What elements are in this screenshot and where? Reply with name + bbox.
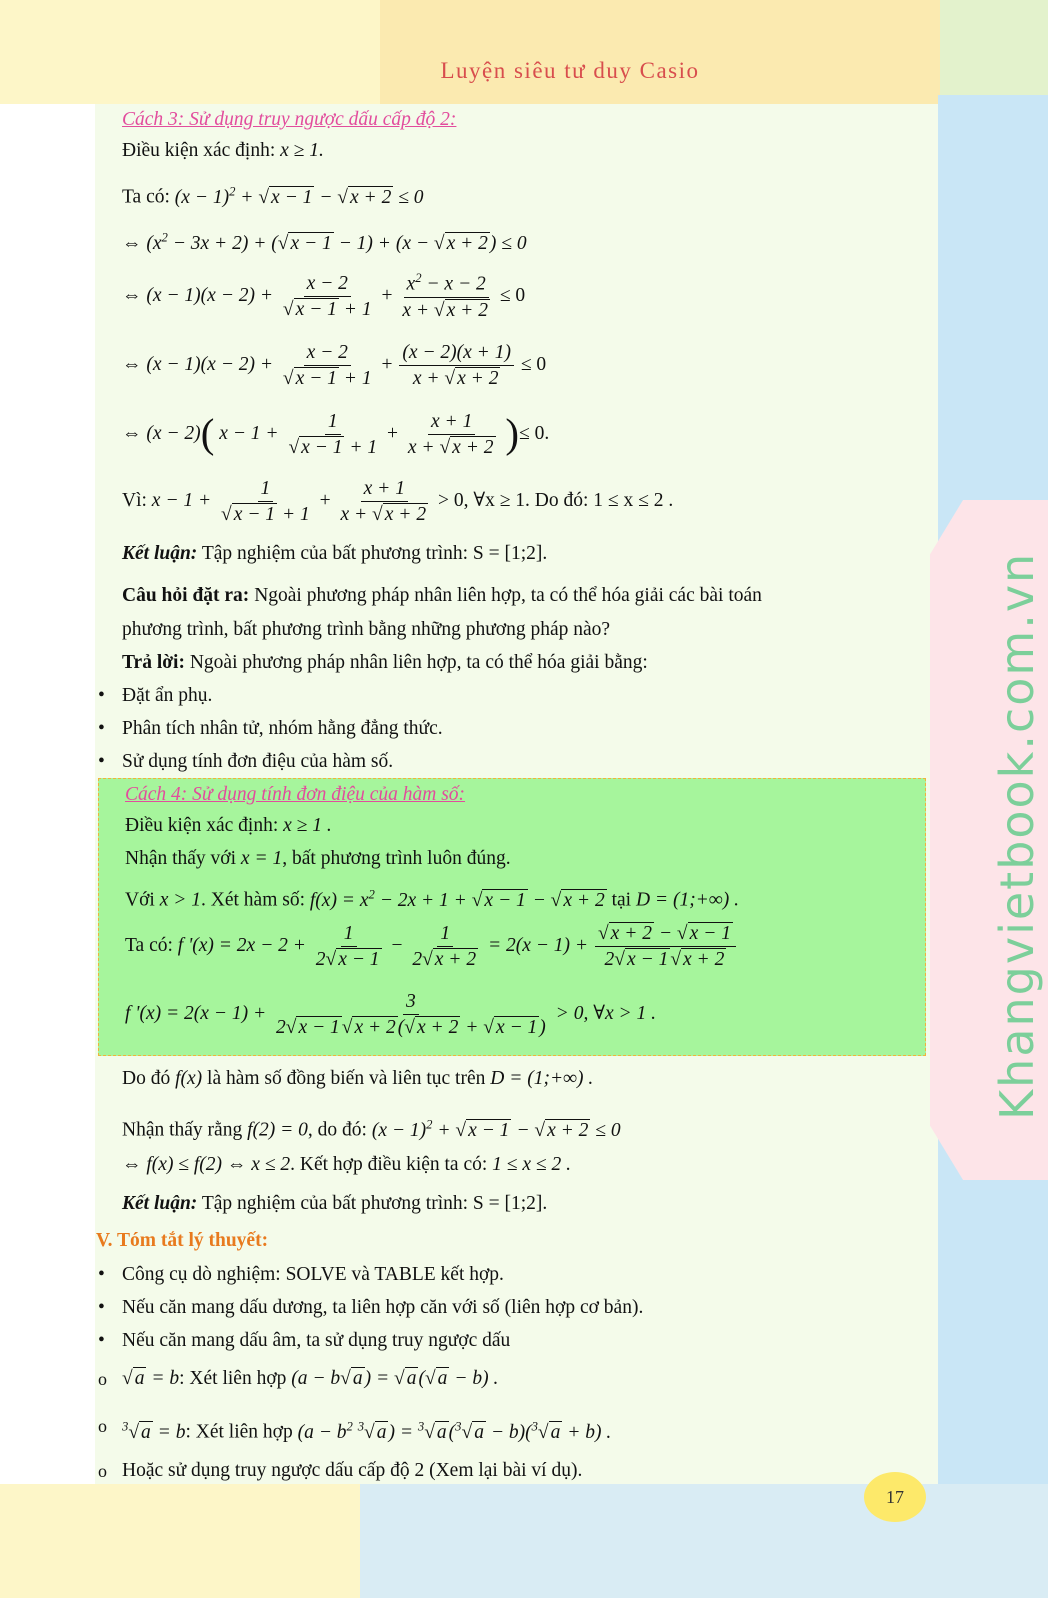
at-label: tại bbox=[611, 889, 632, 911]
observation-expr: x = 1 bbox=[240, 848, 283, 869]
dkxd-expr: x ≥ 1. bbox=[280, 140, 324, 161]
cach4-observation bbox=[99, 842, 925, 875]
cach4-derivative-1: Ta có: f '(x) = 2x − 2 + $\frac{1}{2√ x - 1}$ − $\frac{1}{2√ x + 2}$ = 2(x − 1) + $\frac{√ x + 2 - √ x - 1}{2√ x - 1 √ x + 2}$ bbox=[99, 913, 925, 979]
cach3-dkxd bbox=[96, 133, 928, 169]
question-line-2: phương trình, bất phương trình bằng những phương pháp nào? bbox=[122, 619, 611, 640]
combine-expr: 1 ≤ x ≤ 2 . bbox=[492, 1154, 571, 1175]
summary-sub-item: o $^3$√ a = b: Xét liên hợp ($a - b^2$ $^3$√ a ) = $^3$√ a ($^3$√ a − b)($^3$√ a + b) . bbox=[96, 1401, 928, 1451]
vi-label: Vì: bbox=[122, 490, 147, 511]
conclusion-text: Tập nghiệm của bất phương trình: S = [1;2]. bbox=[201, 1193, 548, 1214]
answer-bullet: • Đặt ẩn phụ. bbox=[96, 679, 928, 712]
summary-bullet: • Nếu căn mang dấu dương, ta liên hợp căn với số (liên hợp cơ bản). bbox=[96, 1291, 928, 1324]
page-number: 17 bbox=[864, 1472, 926, 1522]
answer-bullet: • Sử dụng tính đơn điệu của hàm số. bbox=[96, 745, 928, 778]
dkxd-label: Điều kiện xác định: bbox=[125, 815, 279, 836]
equation-4: ⇔ (x − 1)(x − 2) + $\frac{x - 2}{√ x - 1 + 1}$ + $\frac{(x - 2)(x + 1)}{x + √ x + 2}$ ≤ 0 bbox=[122, 341, 547, 390]
summary-bullet: • Công cụ dò nghiệm: SOLVE và TABLE kết hợp. bbox=[96, 1258, 928, 1291]
combine-text: . Kết hợp điều kiện ta có: bbox=[290, 1154, 488, 1175]
summary-sub-item: o Hoặc sử dụng truy ngược dấu cấp độ 2 (Xem lại bài ví dụ). bbox=[96, 1451, 928, 1491]
summary-sub-item: o √ a = b: Xét liên hợp (a − b√ a ) = √ a (√ a − b) . bbox=[96, 1357, 928, 1401]
equation-2: ⇔ $(x^2 - 3x + 2)$ + (√ x − 1 − 1) + (x − √ x + 2 ) ≤ 0 bbox=[122, 230, 527, 254]
answer-text: Ngoài phương pháp nhân liên hợp, ta có thể hóa giải bằng: bbox=[189, 652, 648, 673]
summary-bullet: • Nếu căn mang dấu âm, ta sử dụng truy ngược dấu bbox=[96, 1324, 928, 1357]
cach4-dkxd bbox=[99, 809, 925, 842]
f2-expr: f(2) = 0 bbox=[247, 1119, 308, 1141]
monotonic-text: là hàm số đồng biến và liên tục trên bbox=[207, 1068, 486, 1089]
corner-decoration bbox=[930, 0, 1048, 110]
conclusion-text: Tập nghiệm của bất phương trình: S = [1;2]. bbox=[201, 543, 548, 564]
observation-label: Nhận thấy với bbox=[125, 848, 237, 869]
taco-label: Ta có: bbox=[122, 186, 170, 208]
notice-line: Nhận thấy rằng f(2) = 0, do đó: $(x - 1)^2$ + √ x − 1 − √ x + 2 ≤ 0 bbox=[122, 1117, 621, 1141]
equation-1: $(x - 1)^2$ + √ x − 1 − √ x + 2 ≤ 0 bbox=[174, 184, 424, 208]
cach3-taco bbox=[96, 169, 928, 213]
consider-label: . Xét hàm số: bbox=[201, 889, 305, 911]
cach4-box bbox=[98, 778, 926, 1056]
equation-5: ⇔ (x − 2)( x − 1 + $\frac{1}{√ x - 1 + 1}$ + $\frac{x + 1}{x + √ x + 2}$ )≤ 0. bbox=[122, 410, 550, 459]
answer-bullet: • Phân tích nhân tử, nhóm hằng đẳng thức. bbox=[96, 712, 928, 745]
derivative-tail: > 0, ∀x > 1 . bbox=[555, 1003, 657, 1024]
conclusion-label: Kết luận: bbox=[122, 543, 198, 564]
with-expr: x > 1 bbox=[159, 889, 202, 911]
therefore-colon: , do đó: bbox=[307, 1119, 367, 1141]
combine-line: ⇔ f(x) ≤ f(2) ⇔ x ≤ 2. Kết hợp điều kiện ta có: 1 ≤ x ≤ 2 . bbox=[122, 1154, 571, 1175]
taco-label: Ta có: bbox=[125, 935, 173, 956]
question-line-1 bbox=[96, 579, 928, 613]
cach3-heading: Cách 3: Sử dụng truy ngược dấu cấp độ 2: bbox=[122, 109, 457, 130]
dkxd-expr: x ≥ 1 . bbox=[283, 815, 332, 836]
page-header-title: Luyện siêu tư duy Casio bbox=[440, 58, 700, 83]
dkxd-label: Điều kiện xác định: bbox=[122, 140, 276, 161]
cach4-heading: Cách 4: Sử dụng tính đơn điệu của hàm số: bbox=[125, 784, 466, 805]
main-content bbox=[96, 106, 928, 1491]
answer-line bbox=[96, 646, 928, 679]
equation-3: ⇔ (x − 1)(x − 2) + $\frac{x - 2}{√ x - 1 + 1}$ + $\frac{x^2 - x - 2}{x + √ x + 2}$ ≤ 0 bbox=[122, 270, 526, 321]
notice-label: Nhận thấy rằng bbox=[122, 1119, 243, 1141]
cach3-vi: Vì: x − 1 + $\frac{1}{√ x - 1 + 1}$ + $\frac{x + 1}{x + √ x + 2}$ > 0, ∀x ≥ 1. Do đó: 1 ≤ x ≤ 2 . bbox=[122, 477, 674, 526]
watermark: Khangvietbook.com.vn bbox=[990, 551, 1044, 1120]
header-ribbon bbox=[380, 0, 940, 108]
therefore-label: Do đó bbox=[122, 1068, 171, 1089]
bottom-background-blue bbox=[360, 1484, 1048, 1598]
summary-heading: V. Tóm tắt lý thuyết: bbox=[96, 1230, 269, 1251]
final-conclusion bbox=[96, 1184, 928, 1224]
cach3-conclusion bbox=[96, 533, 928, 575]
sub1-label: : Xét liên hợp bbox=[179, 1368, 287, 1389]
sub2-label: : Xét liên hợp bbox=[185, 1421, 293, 1443]
vi-tail: > 0, ∀x ≥ 1. Do đó: 1 ≤ x ≤ 2 . bbox=[437, 490, 674, 511]
monotonic-line: Do đó f(x) là hàm số đồng biến và liên tục trên D = (1;+∞) . bbox=[122, 1068, 594, 1089]
cach4-function: Với x > 1. Xét hàm số: $f(x) = x^2 - 2x + 1$ + √ x − 1 − √ x + 2 tại D = (1;+∞) . bbox=[125, 887, 739, 911]
question-text-1: Ngoài phương pháp nhân liên hợp, ta có thể hóa giải các bài toán bbox=[254, 585, 762, 606]
question-label: Câu hỏi đặt ra: bbox=[122, 585, 250, 606]
observation-tail: , bất phương trình luôn đúng. bbox=[282, 848, 511, 869]
with-label: Với bbox=[125, 889, 155, 911]
cach4-derivative-2: f '(x) = 2(x − 1) + $\frac{3}{2√ x - 1 √ x + 2 (√ x + 2 + √ x - 1 )}$ > 0, ∀x > 1 . bbox=[125, 990, 657, 1039]
answer-label: Trả lời: bbox=[122, 652, 185, 673]
conclusion-label: Kết luận: bbox=[122, 1193, 198, 1214]
